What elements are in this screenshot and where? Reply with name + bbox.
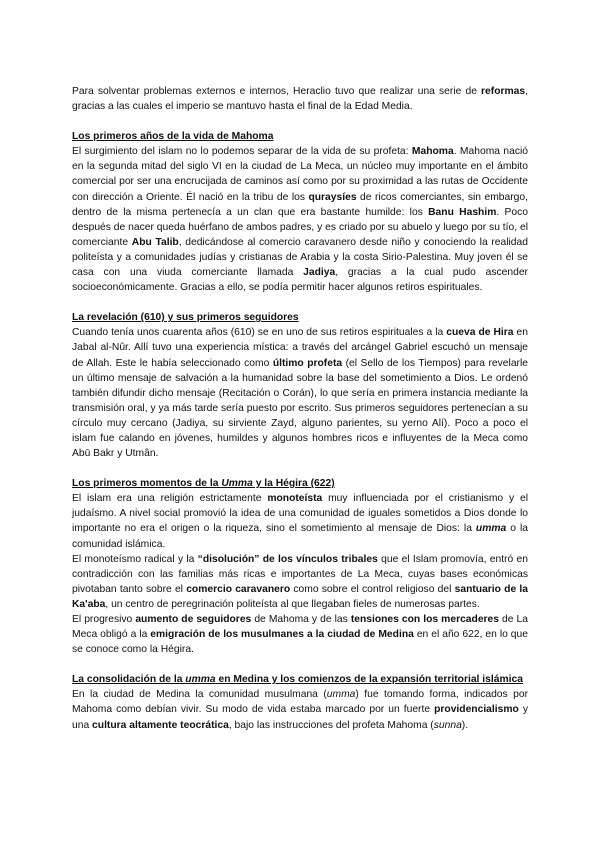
spacer bbox=[72, 295, 528, 310]
bold-term: Banu Hashim bbox=[428, 206, 497, 218]
section-heading-umma-hegira: Los primeros momentos de la Umma y la Hégira (622) bbox=[72, 478, 335, 490]
intro-paragraph: Para solventar problemas externos e internos, Heraclio tuvo que realizar una serie de reformas, gracias a las cuales el imperio se mantuvo hasta el final de la Edad Media. bbox=[72, 86, 528, 113]
bold-term: umma bbox=[475, 523, 507, 535]
paragraph: El monoteísmo radical y la “disolución” de los vínculos tribales que el Islam promovía, entró en contradicción con las familias más ricas e importantes de La Meca, cuyas bases económicas pivotaban tanto sobre el comercio caravanero como sobre el control religioso del santuario de la Ka'aba, un centro de peregrinación politeísta al que llegaban fieles de numerosas partes. bbox=[72, 553, 528, 610]
paragraph: El surgimiento del islam no lo podemos separar de la vida de su profeta: Mahoma. Mahoma nació en la segunda mitad del siglo VI en la ciudad de La Meca, un núcleo muy importante en el ámbito comercial por ser una encrucijada de caminos así como por su proximidad a las rutas de Occidente con dirección a Oriente. Él nació en la tribu de los quraysíes de ricos comerciantes, sin embargo, dentro de la misma pertenecía a un clan que era bastante humilde: los Banu Hashim. Poco después de nacer queda huérfano de ambos padres, y es criado por su abuelo y luego por su tío, el comerciante Abu Talib, dedicándose al comercio caravanero desde niño y conociendo la realidad politeísta y a comunidades judías y cristianas de Arabia y la costa Sirio-Palestina. Muy joven él se casa con una viuda comerciante llamada Jadiya, gracias a la cual pudo ascender socioeconómicamente. Gracias a ello, se podía permitir hacer algunos retiros espirituales. bbox=[72, 146, 528, 294]
section-heading-early-life: Los primeros años de la vida de Mahoma bbox=[72, 131, 274, 143]
bold-term: “disolución” de los vínculos tribales bbox=[197, 553, 378, 565]
bold-term: Mahoma bbox=[411, 146, 454, 158]
document-page bbox=[72, 84, 528, 733]
bold-term: monoteísta bbox=[267, 493, 323, 505]
bold-term: aumento de seguidores bbox=[135, 614, 252, 625]
paragraph: El progresivo aumento de seguidores de Mahoma y de las tensiones con los mercaderes de La Meca obligó a la emigración de los musulmanes a la ciudad de Medina en el año 622, en lo que se conoce como la Hégira. bbox=[72, 614, 529, 656]
spacer bbox=[72, 657, 528, 672]
bold-term: providencialismo bbox=[434, 704, 519, 716]
bold-term: tensiones con los mercaderes bbox=[350, 614, 500, 625]
bold-term: cultura altamente teocrática bbox=[92, 719, 229, 731]
bold-term: comercio caravanero bbox=[186, 583, 291, 595]
bold-term: Jadiya bbox=[303, 267, 336, 279]
spacer bbox=[72, 461, 528, 476]
bold-term: santuario de la Ka'aba bbox=[72, 583, 528, 610]
bold-term: emigración de los musulmanes a la ciudad de Medina bbox=[150, 629, 414, 641]
bold-term: cueva de Hira bbox=[446, 327, 514, 339]
paragraph: El islam era una religión estrictamente monoteísta muy influenciada por el cristianismo y el judaísmo. A nivel social promovió la idea de una comunidad de iguales sometidos a Dios donde lo importante no era el origen o la riqueza, sino el sometimiento al mensaje de Dios: la umma o la comunidad islámica. bbox=[72, 493, 528, 550]
section-heading-revelation: La revelación (610) y sus primeros seguidores bbox=[72, 312, 299, 324]
bold-term: reformas bbox=[481, 86, 526, 97]
bold-term: Abu Talib bbox=[131, 236, 179, 248]
bold-term: último profeta bbox=[272, 357, 343, 369]
paragraph: En la ciudad de Medina la comunidad musulmana (umma) fue tomando forma, indicados por Mahoma como debían vivir. Su modo de vida estaba marcado por un fuerte providencialismo y una cultura altamente teocrática, bajo las instrucciones del profeta Mahoma (sunna). bbox=[72, 689, 528, 731]
paragraph: Cuando tenía unos cuarenta años (610) se en uno de sus retiros espirituales a la cueva de Hira en Jabal al-Nûr. Allí tuvo una experiencia mística: a través del arcángel Gabriel escuchó un mensaje de Allah. Este le había seleccionado como último profeta (el Sello de los Tiempos) para revelarle un último mensaje de salvación a la humanidad sobre la base del sometimiento a Dios. Le ordenó también difundir dicho mensaje (Recitación o Corán), lo que sería en primera instancia mediante la transmisión oral, y ya más tarde sería puesto por escrito. Sus primeros seguidores pertenecían a su círculo muy cercano (Jadiya, su sirviente Zayd, alguno parientes, su yerno Alí). Poco a poco el islam fue calando en jóvenes, humildes y algunos hombres ricos e influyentes de la Meca como Abū Bakr y Utmân. bbox=[72, 327, 528, 460]
bold-term: quraysíes bbox=[308, 191, 357, 203]
section-heading-medina-expansion: La consolidación de la umma en Medina y los comienzos de la expansión territorial islámica bbox=[72, 674, 523, 686]
